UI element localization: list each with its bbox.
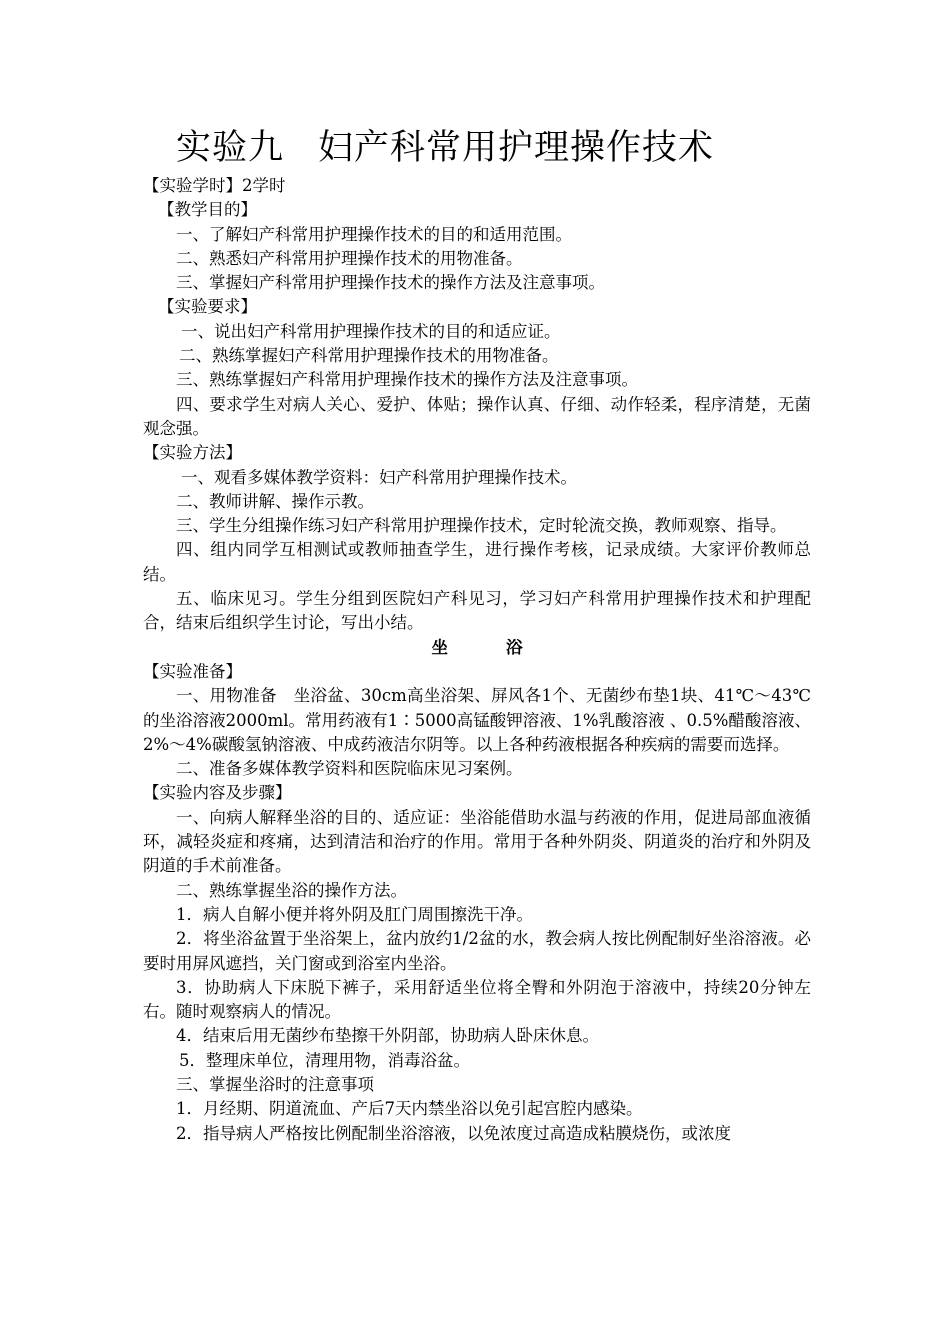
paragraph-substep-2: 2．将坐浴盆置于坐浴架上，盆内放约1/2盆的水，教会病人按比例配制好坐浴溶液。必要时用屏风遮挡，关门窗或到浴室内坐浴。 — [143, 929, 811, 973]
paragraph-method-2: 二、教师讲解、操作示教。 — [176, 491, 374, 511]
heading-preparation: 【实验准备】 — [143, 661, 242, 681]
paragraph-requirement-1: 一、说出妇产科常用护理操作技术的目的和适应证。 — [181, 321, 561, 341]
paragraph-requirement-3: 三、熟练掌握妇产科常用护理操作技术的操作方法及注意事项。 — [176, 370, 638, 390]
document-title — [176, 126, 714, 170]
paragraph-preparation-2: 二、准备多媒体教学资料和医院临床见习案例。 — [176, 759, 523, 779]
section-heading-char-2: 浴 — [506, 637, 523, 657]
paragraph-method-5: 五、临床见习。学生分组到医院妇产科见习，学习妇产科常用护理操作技术和护理配合，结束后组织学生讨论，写出小结。 — [143, 589, 811, 633]
heading-requirements: 【实验要求】 — [158, 297, 257, 317]
paragraph-preparation-1: 一、用物准备 坐浴盆、30cm高坐浴架、屏风各1个、无菌纱布垫1块、41℃～43℃的坐浴溶液2000ml。常用药液有1∶5000高锰酸钾溶液、1%乳酸溶液 、0.5%醋酸溶液、2%～4%碳酸氢钠溶液、中成药液洁尔阴等。以上各种药液根据各种疾病的需要而选择。 — [143, 686, 811, 754]
paragraph-requirement-2: 二、熟练掌握妇产科常用护理操作技术的用物准备。 — [179, 346, 559, 366]
heading-content-steps: 【实验内容及步骤】 — [143, 783, 292, 803]
title-text: 妇产科常用护理操作技术 — [318, 128, 715, 168]
heading-methods: 【实验方法】 — [143, 443, 242, 463]
paragraph-method-3: 三、学生分组操作练习妇产科常用护理操作技术，定时轮流交换，教师观察、指导。 — [176, 516, 787, 536]
paragraph-goal-3: 三、掌握妇产科常用护理操作技术的操作方法及注意事项。 — [176, 273, 605, 293]
section-heading-sitz-bath — [143, 636, 811, 660]
paragraph-substep-1: 1．病人自解小便并将外阴及肛门周围擦洗干净。 — [176, 904, 533, 924]
paragraph-caution-1: 1．月经期、阴道流血、产后7天内禁坐浴以免引起宫腔内感染。 — [176, 1099, 643, 1119]
paragraph-step-1: 一、向病人解释坐浴的目的、适应证：坐浴能借助水温与药液的作用，促进局部血液循环，减轻炎症和疼痛，达到清洁和治疗的作用。常用于各种外阴炎、阴道炎的治疗和外阴及阴道的手术前准备。 — [143, 807, 811, 876]
paragraph-substep-5: 5．整理床单位，清理用物，消毒浴盆。 — [179, 1050, 470, 1070]
section-heading-char-1: 坐 — [431, 637, 448, 657]
paragraph-substep-4: 4．结束后用无菌纱布垫擦干外阴部，协助病人卧床休息。 — [176, 1026, 599, 1046]
document-body — [143, 174, 811, 1146]
title-experiment-number: 实验九 — [176, 128, 285, 168]
paragraph-goal-1: 一、了解妇产科常用护理操作技术的目的和适用范围。 — [176, 224, 572, 244]
paragraph-method-1: 一、观看多媒体教学资料：妇产科常用护理操作技术。 — [181, 467, 577, 487]
heading-teaching-goals: 【教学目的】 — [158, 200, 257, 220]
paragraph-caution-2: 2．指导病人严格按比例配制坐浴溶液，以免浓度过高造成粘膜烧伤，或浓度 — [176, 1123, 731, 1143]
paragraph-hours: 【实验学时】2学时 — [143, 176, 286, 195]
paragraph-requirement-4: 四、要求学生对病人关心、爱护、体贴；操作认真、仔细、动作轻柔，程序清楚，无菌观念强。 — [143, 394, 811, 438]
paragraph-goal-2: 二、熟悉妇产科常用护理操作技术的用物准备。 — [176, 248, 523, 268]
paragraph-method-4: 四、组内同学互相测试或教师抽查学生，进行操作考核，记录成绩。大家评价教师总结。 — [143, 540, 811, 584]
paragraph-step-3: 三、掌握坐浴时的注意事项 — [176, 1074, 374, 1094]
paragraph-step-2: 二、熟练掌握坐浴的操作方法。 — [176, 880, 407, 900]
paragraph-substep-3: 3．协助病人下床脱下裤子，采用舒适坐位将全臀和外阴泡于溶液中，持续20分钟左右。随时观察病人的情况。 — [143, 977, 811, 1022]
